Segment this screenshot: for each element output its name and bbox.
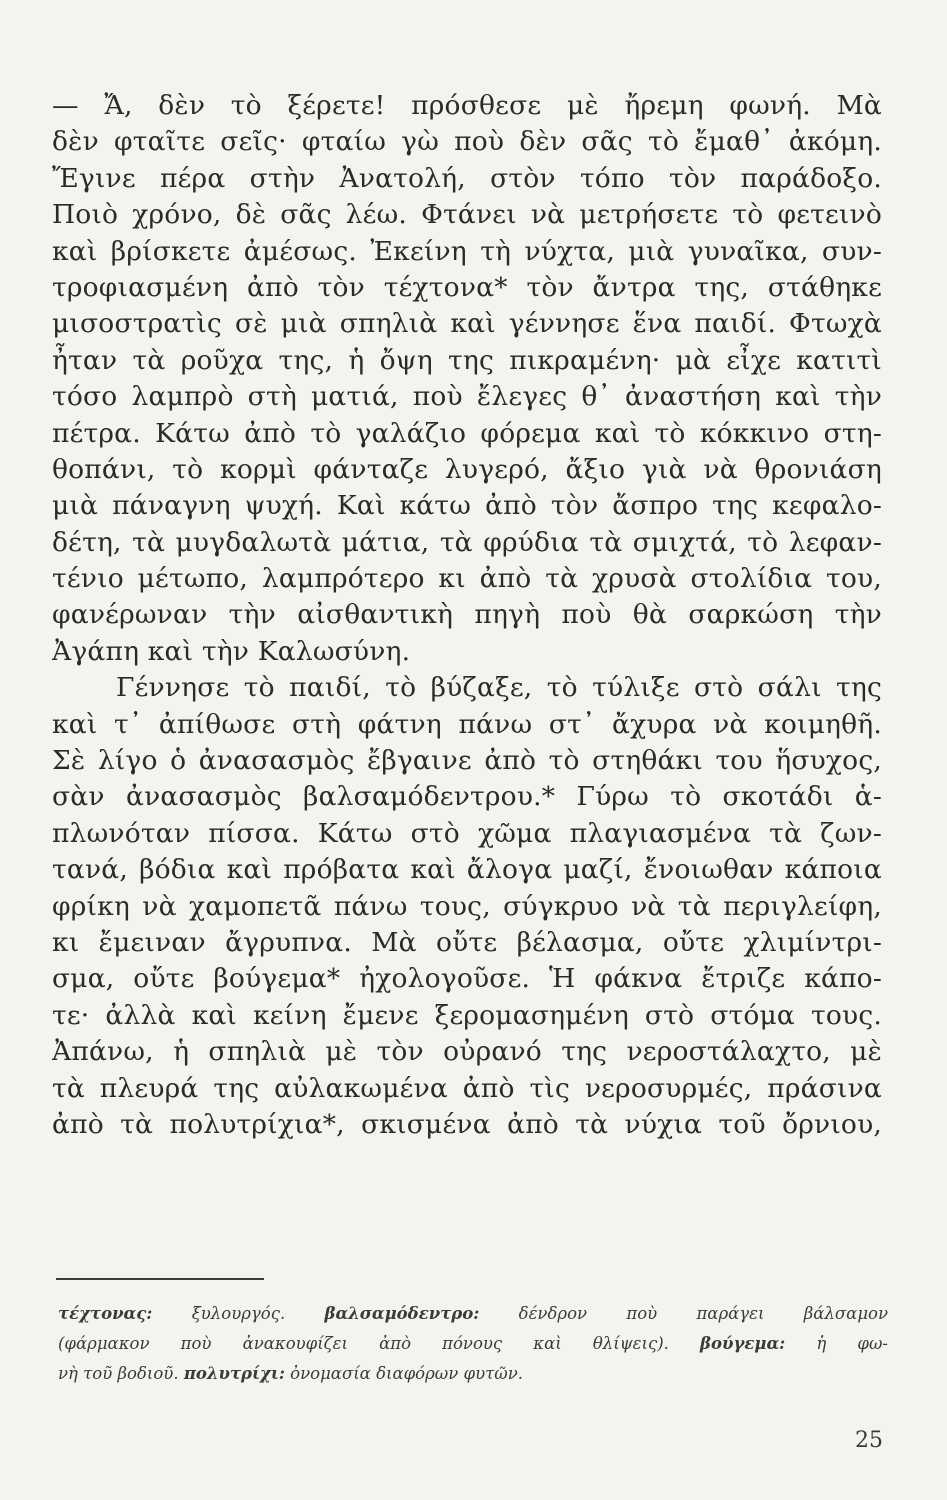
text-line: τένιο μέτωπο, λαμπρότερο κι ἀπὸ τὰ χρυσὰ στολίδια του,: [52, 563, 882, 595]
text-line: τανά, βόδια καὶ πρόβατα καὶ ἄλογα μαζί, ἔνοιωθαν κάποια: [52, 854, 882, 886]
text-line: καὶ τ᾽ ἀπίθωσε στὴ φάτνη πάνω στ᾽ ἄχυρα νὰ κοιμηθῆ.: [52, 708, 882, 740]
text-line: Ποιὸ χρόνο, δὲ σᾶς λέω. Φτάνει νὰ μετρήσετε τὸ φετεινὸ: [52, 199, 882, 231]
footnote-definition: ὀνομασία διαφόρων φυτῶν.: [284, 1364, 523, 1383]
text-line: πέτρα. Κάτω ἀπὸ τὸ γαλάζιο φόρεμα καὶ τὸ κόκκινο στη-: [52, 417, 882, 449]
text-line: σμα, οὔτε βούγεμα* ἠχολογοῦσε. Ἡ φάκνα ἔτριζε κάπο-: [52, 963, 882, 995]
text-line: Ἀγάπη καὶ τὴν Καλωσύνη.: [52, 635, 411, 667]
text-line: ἀπὸ τὰ πολυτρίχια*, σκισμένα ἀπὸ τὰ νύχια τοῦ ὄρνιου,: [52, 1108, 882, 1140]
text-line: Ἔγινε πέρα στὴν Ἀνατολή, στὸν τόπο τὸν παράδοξο.: [52, 162, 882, 194]
footnote-term: τέχτονας:: [58, 1304, 153, 1323]
footnote-rule: [56, 1278, 264, 1280]
text-line: φανέρωναν τὴν αἰσθαντικὴ πηγὴ ποὺ θὰ σαρκώση τὴν: [52, 599, 882, 631]
text-line: τε· ἀλλὰ καὶ κείνη ἔμενε ξερομασημένη στὸ στόμα τους.: [52, 999, 882, 1031]
text-line: ἦταν τὰ ροῦχα της, ἡ ὄψη της πικραμένη· μὰ εἶχε κατιτὶ: [52, 344, 882, 376]
text-line: Γέννησε τὸ παιδί, τὸ βύζαξε, τὸ τύλιξε στὸ σάλι της: [116, 672, 882, 704]
text-line: μισοστρατὶς σὲ μιὰ σπηλιὰ καὶ γέννησε ἕνα παιδί. Φτωχὰ: [52, 308, 882, 340]
text-line: δέτη, τὰ μυγδαλωτὰ μάτια, τὰ φρύδια τὰ σμιχτά, τὸ λεφαν-: [52, 526, 882, 558]
text-line: δὲν φταῖτε σεῖς· φταίω γὼ ποὺ δὲν σᾶς τὸ ἔμαθ᾽ ἀκόμη.: [52, 126, 882, 158]
text-line: πλωνόταν πίσσα. Κάτω στὸ χῶμα πλαγιασμένα τὰ ζων-: [52, 817, 882, 849]
text-line: θοπάνι, τὸ κορμὶ φάνταζε λυγερό, ἄξιο γιὰ νὰ θρονιάση: [52, 453, 882, 485]
footnote-line: [58, 1299, 888, 1329]
text-line: Ἀπάνω, ἡ σπηλιὰ μὲ τὸν οὐρανό της νεροστάλαχτο, μὲ: [52, 1036, 882, 1068]
text-line: τόσο λαμπρὸ στὴ ματιά, ποὺ ἔλεγες θ᾽ ἀναστήση καὶ τὴν: [52, 381, 882, 413]
footnote-line: [58, 1329, 888, 1359]
body-text: [52, 88, 882, 1143]
footnote-definition: ἡ φω-: [785, 1334, 888, 1353]
footnotes: [58, 1299, 888, 1389]
footnote-term: βαλσαμόδεντρο:: [324, 1304, 480, 1323]
text-line: Σὲ λίγο ὁ ἀνασασμὸς ἔβγαινε ἀπὸ τὸ στηθάκι του ἥσυχος,: [52, 745, 882, 777]
footnote-definition: (φάρμακον ποὺ ἀνακουφίζει ἀπὸ πόνους καὶ θλίψεις).: [58, 1334, 701, 1353]
text-line: τροφιασμένη ἀπὸ τὸν τέχτονα* τὸν ἄντρα της, στάθηκε: [52, 271, 882, 303]
text-line: καὶ βρίσκετε ἀμέσως. Ἐκείνη τὴ νύχτα, μιὰ γυναῖκα, συν-: [52, 235, 882, 267]
text-line: σὰν ἀνασασμὸς βαλσαμόδεντρου.* Γύρω τὸ σκοτάδι ἁ-: [52, 781, 882, 813]
text-line: κι ἔμειναν ἄγρυπνα. Μὰ οὔτε βέλασμα, οὔτε χλιμίντρι-: [52, 926, 882, 958]
footnote-term: πολυτρίχι:: [183, 1364, 285, 1383]
text-line: τὰ πλευρά της αὐλακωμένα ἀπὸ τὶς νεροσυρμές, πράσινα: [52, 1072, 882, 1104]
footnote-definition: νὴ τοῦ βοδιοῦ.: [58, 1364, 184, 1383]
page-number: 25: [855, 1428, 883, 1453]
text-line: φρίκη νὰ χαμοπετᾶ πάνω τους, σύγκρυο νὰ τὰ περιγλείφη,: [52, 890, 882, 922]
text-line: — Ἄ, δὲν τὸ ξέρετε! πρόσθεσε μὲ ἤρεμη φωνή. Μὰ: [52, 90, 882, 121]
footnote-definition: ξυλουργός.: [152, 1304, 325, 1323]
footnote-term: βούγεμα:: [700, 1334, 786, 1353]
footnote-definition: δένδρον ποὺ παράγει βάλσαμον: [479, 1304, 889, 1323]
text-line: μιὰ πάναγνη ψυχή. Καὶ κάτω ἀπὸ τὸν ἄσπρο της κεφαλο-: [52, 490, 882, 522]
footnote-line: [58, 1359, 888, 1389]
